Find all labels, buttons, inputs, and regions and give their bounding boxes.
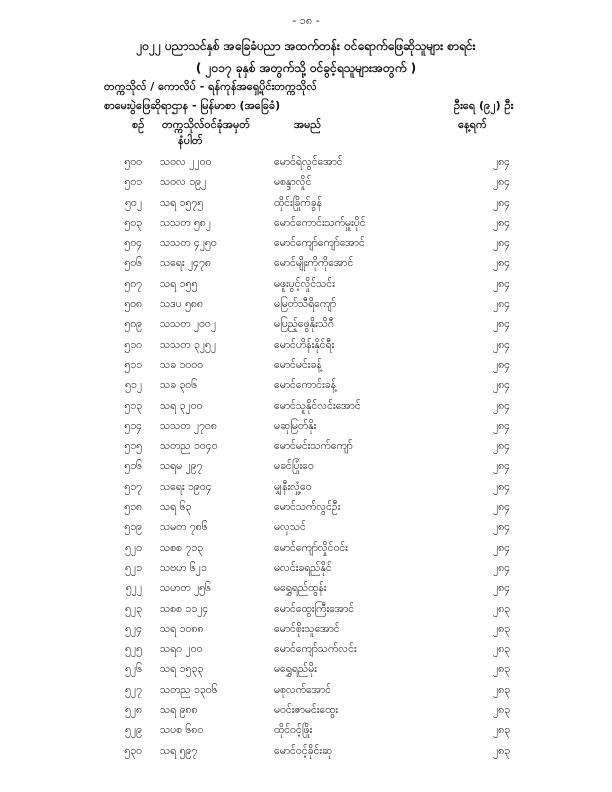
registration-number: သရ ၃၂၀၀	[160, 399, 203, 412]
student-name: မောင်မင်းခန့်	[274, 358, 322, 371]
registration-number: သဗဟ ၆၂၁	[160, 561, 207, 574]
student-name: မောင်ကောင်းခန့်	[274, 379, 336, 392]
student-name: မရွှေရည်ထွန်း	[274, 582, 327, 595]
row-number: ၅၀၇	[124, 277, 142, 290]
registration-number: သရမ ၂၉၇	[160, 460, 203, 473]
registration-number: သစစ ၁၁၂၄	[160, 602, 209, 615]
row-code: ၂၈၄	[492, 582, 510, 595]
student-name: မျှနီးလှုံ့ဝေ	[274, 480, 312, 493]
registration-number: သသတ ၄၂၅၀	[160, 237, 217, 250]
table-row	[0, 663, 612, 683]
student-name: မောင်ကျော်ကျော်အောင်	[274, 237, 365, 250]
registration-number: သမတ ၇၈၆	[160, 521, 208, 534]
row-number: ၅၀၂	[125, 196, 142, 209]
row-code: ၂၈၄	[492, 521, 510, 534]
row-code: ၂၈၃	[492, 683, 510, 696]
table-row	[0, 440, 612, 460]
row-number: ၅၃၀	[124, 744, 142, 757]
row-number: ၅၂၇	[125, 683, 142, 696]
column-header-registration-2: နံပါတ်	[178, 134, 203, 147]
row-number: ၅၁၀	[124, 338, 142, 351]
row-code: ၂၈၄	[492, 561, 510, 574]
student-name: မောင်စိုးသူအောင်	[274, 622, 340, 635]
student-name: မောင်ထွေးကြီးအောင်	[274, 602, 355, 615]
student-name: မောင်ဟိန်းနိုင်ရီး	[274, 338, 335, 351]
row-number: ၅၁၃	[124, 399, 142, 412]
row-code: ၂၈၃	[492, 744, 510, 757]
table-row	[0, 197, 612, 217]
student-name: မဖူးပွင့်လှိုင်သင်း	[274, 277, 335, 290]
registration-number: သရ ၅၉၇	[160, 744, 198, 757]
column-header-date: နေ့ရက်	[458, 118, 487, 131]
column-header-name: အမည်	[294, 118, 322, 131]
registration-number: သဒပ ၅၈၈	[160, 298, 203, 311]
row-number: ၅၀၆	[124, 257, 142, 270]
registration-number: သရေး ၂၄၇၈	[160, 257, 211, 270]
table-row	[0, 176, 612, 196]
student-name: မောင်ကောင်းသက်မှူးပိုင်	[274, 216, 366, 229]
table-row	[0, 298, 612, 318]
registration-number: သဟတ ၂၅၆	[160, 582, 211, 595]
registration-number: သသတ ၂၀၀၂	[160, 318, 216, 331]
row-number: ၅၁၁	[124, 358, 142, 371]
student-name: ထိုင်းခြိုက်ခွန်	[274, 196, 322, 209]
registration-number: သဝလ ၂၂၀၀	[160, 156, 212, 168]
count-header: ဦးရေ (၉၂) ဦး	[454, 99, 514, 112]
registration-number: သသတ ၅၈၂	[160, 216, 211, 229]
exam-center-header: စာမေးပွဲဖြေဆိုရာဌာန - မြန်မာစာ (အခြေခံ)	[104, 99, 281, 112]
row-number: ၅၁၇	[124, 480, 142, 493]
registration-number: သဝလ ၁၉၂	[160, 176, 207, 189]
row-code: ၂၈၄	[492, 501, 510, 514]
row-code: ၂၈၃	[492, 704, 510, 717]
student-name: မပြည့်ဖွေနိုးသိဂီ	[274, 318, 334, 331]
row-code: ၂၈၄	[492, 358, 510, 371]
table-row	[0, 237, 612, 257]
row-number: ၅၁၅	[124, 440, 142, 453]
row-code: ၂၈၃	[492, 643, 510, 656]
row-number: ၅၂၂	[125, 582, 142, 595]
table-row	[0, 257, 612, 277]
student-name: မဆုမြတ်နိုး	[274, 419, 317, 432]
table-row	[0, 704, 612, 724]
student-name: မစုလက်အောင်	[274, 683, 332, 696]
page-number: - ၁၈ -	[292, 14, 320, 27]
row-code: ၂၈၄	[492, 399, 510, 412]
row-code: ၂၈၄	[492, 541, 510, 554]
row-code: ၂၈၄	[492, 237, 510, 250]
registration-number: သရ ၁၅၇၅	[160, 196, 204, 209]
row-code: ၂၈၃	[492, 724, 510, 737]
row-number: ၅၀၈	[124, 298, 142, 311]
row-code: ၂၈၄	[492, 318, 510, 331]
row-number: ၅၂၄	[125, 622, 142, 635]
student-name: မောင်ကျော်သက်လင်း	[274, 643, 357, 656]
student-name: မောင်မင်းသက်ကျော်	[274, 440, 353, 453]
table-row	[0, 460, 612, 480]
table-row	[0, 582, 612, 602]
table-row	[0, 278, 612, 298]
row-code: ၂၈၄	[492, 338, 510, 351]
table-row	[0, 400, 612, 420]
student-table	[0, 156, 612, 765]
student-name: မောင်သက်လွင်ဦး	[274, 501, 341, 514]
row-code: ၂၈၄	[492, 257, 510, 270]
row-number: ၅၂၁	[125, 561, 142, 574]
student-name: မစန္ဒာလှိုင်	[274, 176, 312, 189]
registration-number: သတည ၁၀၄၀	[160, 440, 218, 453]
row-code: ၂၈၃	[492, 622, 510, 635]
row-number: ၅၂၆	[125, 663, 142, 676]
table-row	[0, 501, 612, 521]
row-number: ၅၀၉	[124, 318, 142, 331]
row-code: ၂၈၄	[492, 156, 510, 168]
registration-number: သစစ ၇၁၃	[160, 541, 204, 554]
registration-number: သရ ၁၀၈၈	[160, 622, 204, 635]
row-number: ၅၁၂	[125, 379, 142, 392]
table-row	[0, 643, 612, 663]
table-row	[0, 359, 612, 379]
row-number: ၅၀၄	[124, 237, 142, 250]
registration-number: သသတ ၃၂၅၂	[160, 338, 216, 351]
registration-number: သရ ၁၅၃၃	[160, 663, 204, 676]
row-code: ၂၈၃	[492, 602, 510, 615]
registration-number: သရ ၆၃	[160, 501, 192, 514]
table-row	[0, 562, 612, 582]
student-name: မောင်ရဲလွင်အောင်	[274, 156, 343, 168]
row-number: ၅၁၈	[124, 501, 142, 514]
row-code: ၂၈၄	[492, 460, 510, 473]
row-code: ၂၈၄	[492, 176, 510, 189]
row-code: ၂၈၄	[492, 298, 510, 311]
student-name: မလှသင်	[274, 521, 306, 534]
table-row	[0, 339, 612, 359]
table-row	[0, 217, 612, 237]
table-row	[0, 420, 612, 440]
row-number: ၅၀၁	[124, 176, 142, 189]
column-header-registration: တက္ကသိုလ်ဝင်ခုံအမှတ်	[162, 118, 250, 131]
registration-number: သရ ၉၈၈	[160, 704, 198, 717]
row-code: ၂၈၄	[492, 419, 510, 432]
table-row	[0, 603, 612, 623]
table-row	[0, 379, 612, 399]
student-name: မောင်မျိုးကိုကိုအောင်	[274, 257, 354, 270]
row-code: ၂၈၃	[492, 663, 510, 676]
table-row	[0, 684, 612, 704]
row-number: ၅၁၄	[124, 419, 142, 432]
row-number: ၅၀၃	[124, 216, 142, 229]
registration-number: သပစ ၆၈၀	[160, 724, 204, 737]
region-line: တက္ကသိုလ် / ကောလိပ် - ရန်ကုန်အရှေ့ပိုင်းတက္ကသိုလ်	[104, 80, 317, 93]
student-name: မောင်ဝင့်ခိုင်းဆု	[274, 744, 333, 757]
row-number: ၅၂၉	[125, 724, 142, 737]
row-number: ၅၂၅	[125, 643, 142, 656]
table-row	[0, 318, 612, 338]
registration-number: သရ ၁၅၅	[160, 277, 198, 290]
registration-number: သရေး ၁၉၀၄	[160, 480, 212, 493]
row-number: ၅၁၉	[124, 521, 142, 534]
row-number: ၅၀၀	[124, 156, 142, 168]
student-name: ထိုင်ဝင့်ဖြိုး	[274, 724, 313, 737]
registration-number: သခ ၃၀၆	[160, 379, 198, 392]
student-name: မလင်းခရည်နိုင်	[274, 561, 332, 574]
student-name: မောင်သူနိုင်လင်းအောင်	[274, 399, 361, 412]
table-row	[0, 156, 612, 176]
table-row	[0, 724, 612, 744]
table-row	[0, 521, 612, 541]
row-code: ၂၈၄	[492, 216, 510, 229]
row-number: ၅၁၆	[124, 460, 142, 473]
row-code: ၂၈၄	[492, 379, 510, 392]
student-name: မရွှေရည်မိုး	[274, 663, 317, 676]
table-row	[0, 481, 612, 501]
row-number: ၅၂၀	[125, 541, 142, 554]
document-title: ၂၀၂၂ ပညာသင်နှစ် အခြေခံပညာ အထက်တန်း ဝင်ရောက်ဖြေဆိုသူများ စာရင်း	[136, 39, 476, 53]
student-name: မောင်ကျော်လှိုင်ဝင်း	[274, 541, 348, 554]
student-name: မခင်ပြုံးဝေ	[274, 460, 314, 473]
table-row	[0, 542, 612, 562]
registration-number: သရ၀ ၂၀၀	[160, 643, 203, 656]
registration-number: သသတ ၂၇၀၈	[160, 419, 217, 432]
row-code: ၂၈၄	[492, 480, 510, 493]
row-code: ၂၈၄	[492, 440, 510, 453]
table-row	[0, 745, 612, 765]
row-code: ၂၈၄	[492, 196, 510, 209]
registration-number: သခ ၁၀၀၀	[160, 358, 204, 371]
row-number: ၅၂၃	[125, 602, 142, 615]
student-name: မဝင်းဇာမင်းထွေး	[274, 704, 338, 717]
table-row	[0, 623, 612, 643]
registration-number: သတည ၁၃၀၆	[160, 683, 218, 696]
student-name: မမြတ်သီရိကျော်	[274, 298, 337, 311]
column-header-no: စဉ်	[132, 118, 145, 131]
row-number: ၅၂၈	[124, 704, 142, 717]
row-code: ၂၈၄	[492, 277, 510, 290]
document-subtitle: ( ၂၀၁၇ ခုနှစ် အတွက်သို့ ဝင်ခွင့်ရသူများအတွက် )	[195, 61, 417, 75]
